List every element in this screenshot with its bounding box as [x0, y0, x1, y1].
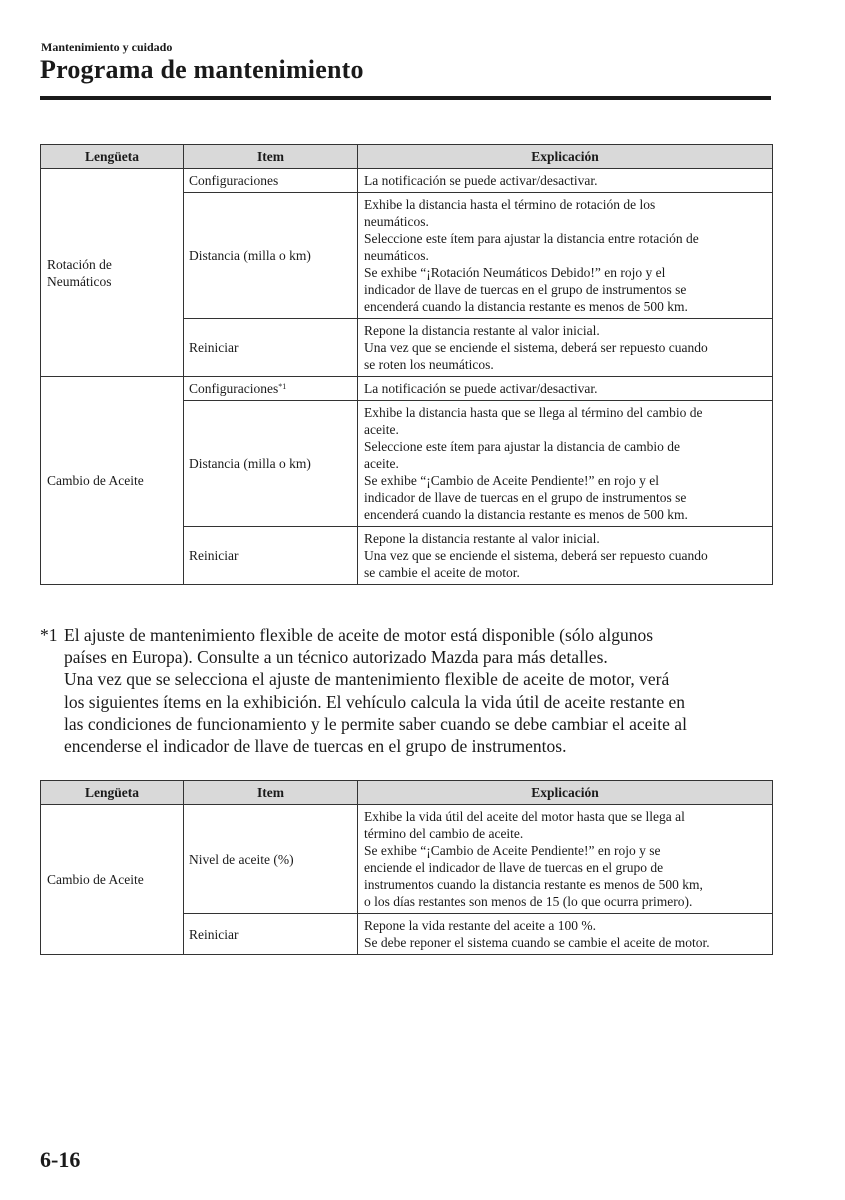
- item-label: Reiniciar: [189, 926, 239, 942]
- item-label: Distancia (milla o km): [189, 248, 311, 263]
- explanation-line: neumáticos.: [364, 214, 429, 229]
- explanation-line: Una vez que se enciende el sistema, deberá ser repuesto cuando: [364, 340, 708, 355]
- title-divider: [40, 96, 771, 100]
- item-cell: [184, 914, 358, 955]
- header-tab: Lengüeta: [41, 145, 184, 169]
- explanation-line: aceite.: [364, 456, 399, 471]
- explanation-cell: [358, 377, 773, 401]
- header-item: Item: [184, 145, 358, 169]
- footnote-ref: *1: [278, 382, 287, 391]
- header-explanation: Explicación: [358, 145, 773, 169]
- item-label: Configuraciones: [189, 173, 279, 188]
- explanation-line: Seleccione este ítem para ajustar la distancia entre rotación de: [364, 231, 699, 246]
- tab-label: Cambio de Aceite: [47, 473, 144, 488]
- explanation-cell: [358, 527, 773, 585]
- explanation-line: Exhibe la distancia hasta el término de rotación de los: [364, 197, 656, 212]
- footnote-line: El ajuste de mantenimiento flexible de aceite de motor está disponible (sólo algunos: [64, 625, 654, 645]
- footnote-line: los siguientes ítems en la exhibición. El vehículo calcula la vida útil de aceite restante en: [64, 691, 686, 712]
- explanation-line: Una vez que se enciende el sistema, deberá ser repuesto cuando: [364, 548, 708, 563]
- explanation-line: Repone la distancia restante al valor inicial.: [364, 323, 600, 338]
- footnote-body: [64, 624, 775, 757]
- explanation-line: se cambie el aceite de motor.: [364, 565, 520, 580]
- explanation-line: enciende el indicador de llave de tuercas en el grupo de: [364, 860, 664, 875]
- tab-label: Neumáticos: [47, 273, 112, 289]
- page-title: Programa de mantenimiento: [40, 55, 364, 84]
- table-row: [41, 805, 773, 914]
- explanation-line: instrumentos cuando la distancia restante es menos de 500 km,: [364, 877, 703, 892]
- explanation-line: indicador de llave de tuercas en el grupo de instrumentos se: [364, 490, 687, 505]
- maintenance-table-2: [40, 780, 773, 955]
- item-cell: [184, 805, 358, 914]
- explanation-cell: [358, 193, 773, 319]
- explanation-line: encenderá cuando la distancia restante es menos de 500 km.: [364, 507, 688, 522]
- item-cell: [184, 527, 358, 585]
- tab-cell: [41, 377, 184, 585]
- footnote: [40, 624, 775, 757]
- explanation-line: Se exhibe “¡Cambio de Aceite Pendiente!” en rojo y se: [364, 843, 661, 858]
- header-explanation: Explicación: [358, 781, 773, 805]
- table-header-row: [41, 145, 773, 169]
- header-tab: Lengüeta: [41, 781, 184, 805]
- explanation-line: se roten los neumáticos.: [364, 357, 494, 372]
- explanation-cell: [358, 169, 773, 193]
- section-label: Mantenimiento y cuidado: [41, 40, 173, 54]
- explanation-line: Exhibe la distancia hasta que se llega al término del cambio de: [364, 405, 703, 420]
- table-header-row: [41, 781, 773, 805]
- explanation-line: indicador de llave de tuercas en el grupo de instrumentos se: [364, 282, 687, 297]
- table-row: [41, 169, 773, 193]
- explanation-cell: [358, 401, 773, 527]
- explanation-line: Repone la distancia restante al valor inicial.: [364, 531, 600, 546]
- item-cell: [184, 319, 358, 377]
- explanation-line: encenderá cuando la distancia restante es menos de 500 km.: [364, 299, 688, 314]
- footnote-mark: *1: [40, 625, 58, 645]
- explanation-cell: [358, 319, 773, 377]
- explanation-line: Repone la vida restante del aceite a 100 %.: [364, 918, 597, 933]
- explanation-line: Se exhibe “¡Rotación Neumáticos Debido!” en rojo y el: [364, 265, 666, 280]
- explanation-line: Se exhibe “¡Cambio de Aceite Pendiente!” en rojo y el: [364, 473, 660, 488]
- explanation-line: Se debe reponer el sistema cuando se cambie el aceite de motor.: [364, 935, 710, 950]
- explanation-cell: [358, 914, 773, 955]
- item-label: Reiniciar: [189, 548, 239, 563]
- item-cell: [184, 169, 358, 193]
- page-number: 6-16: [40, 1147, 81, 1172]
- footnote-line: encenderse el indicador de llave de tuercas en el grupo de instrumentos.: [64, 736, 567, 757]
- explanation-line: aceite.: [364, 422, 399, 437]
- explanation-line: término del cambio de aceite.: [364, 826, 524, 841]
- tab-cell: [41, 169, 184, 377]
- item-label: Distancia (milla o km): [189, 456, 311, 471]
- table-row: [41, 377, 773, 401]
- explanation-line: Seleccione este ítem para ajustar la distancia de cambio de: [364, 439, 680, 454]
- explanation-line: o los días restantes son menos de 15 (lo que ocurra primero).: [364, 894, 693, 909]
- item-cell: [184, 193, 358, 319]
- item-label: Reiniciar: [189, 340, 239, 355]
- footnote-line: países en Europa). Consulte a un técnico autorizado Mazda para más detalles.: [64, 647, 608, 668]
- explanation-line: La notificación se puede activar/desactivar.: [364, 173, 598, 188]
- header-item: Item: [184, 781, 358, 805]
- explanation-line: Exhibe la vida útil del aceite del motor hasta que se llega al: [364, 809, 685, 824]
- item-label: Configuraciones: [189, 381, 279, 396]
- tab-label: Cambio de Aceite: [47, 872, 144, 887]
- footnote-line: las condiciones de funcionamiento y le permite saber cuando se debe cambiar el aceite al: [64, 713, 687, 734]
- item-cell: [184, 401, 358, 527]
- explanation-line: neumáticos.: [364, 248, 429, 263]
- tab-cell: [41, 805, 184, 955]
- item-label: Nivel de aceite (%): [189, 851, 294, 867]
- footnote-line: Una vez que se selecciona el ajuste de mantenimiento flexible de aceite de motor, verá: [64, 669, 670, 690]
- explanation-line: La notificación se puede activar/desactivar.: [364, 381, 598, 396]
- maintenance-table-1: [40, 144, 773, 585]
- explanation-cell: [358, 805, 773, 914]
- item-cell: [184, 377, 358, 401]
- tab-label: Rotación de: [47, 256, 112, 272]
